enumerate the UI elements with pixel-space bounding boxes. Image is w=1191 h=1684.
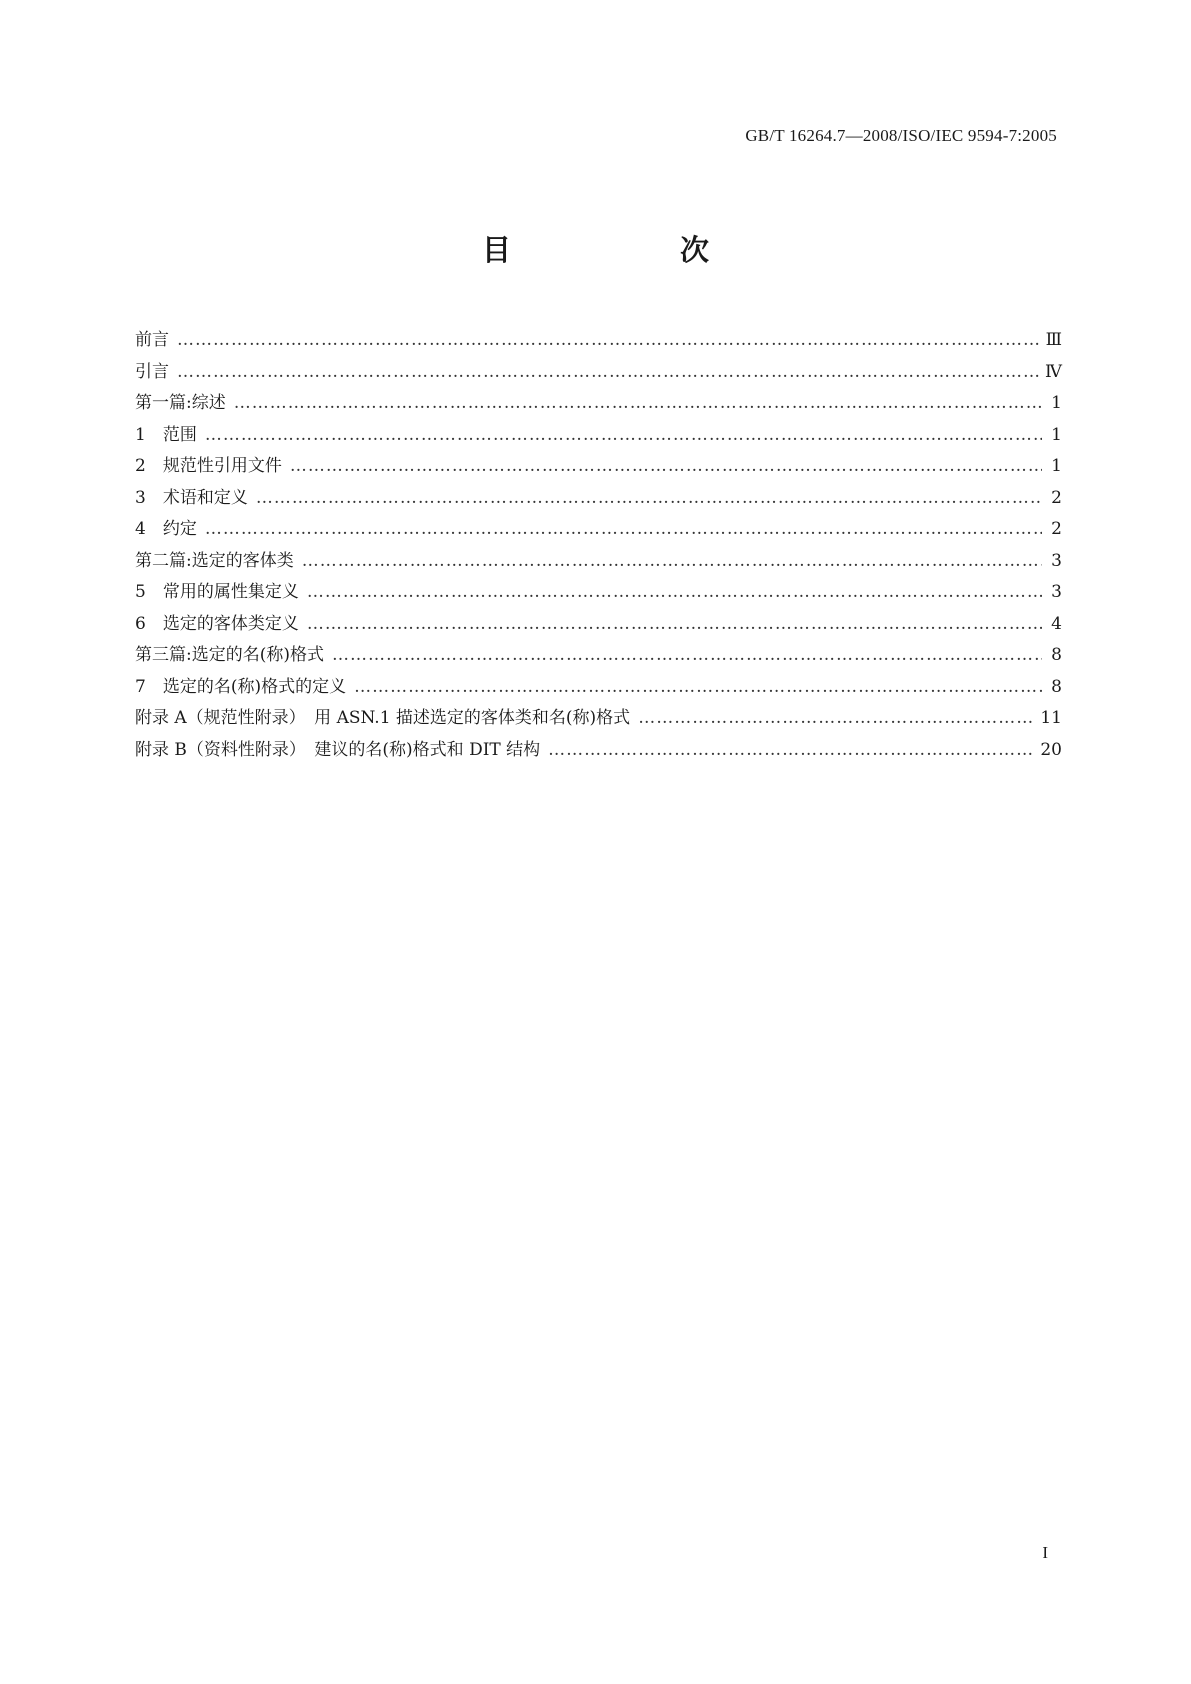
toc-entry-page: 3 [1051,582,1062,602]
toc-entry-page: 11 [1040,708,1062,728]
toc-entry-page: 4 [1051,613,1062,634]
dot-leader [307,582,1042,602]
dot-leader [205,425,1042,445]
toc-entry-page: 2 [1051,519,1062,539]
toc-entry-text: 1 范围 [135,424,197,445]
dot-leader [177,362,1039,382]
toc-entry-attribute-sets[interactable] [135,577,1062,609]
toc-entry-text: 5 常用的属性集定义 [135,582,299,602]
toc-entry-annex-a[interactable] [135,703,1062,735]
dot-leader [332,645,1042,665]
toc-entry-normative-references[interactable] [135,451,1062,483]
toc-entry-text: 6 选定的客体类定义 [135,613,299,634]
toc-entry-page: 3 [1051,550,1062,571]
dot-leader [290,456,1042,476]
toc-entry-part-1[interactable] [135,388,1062,420]
toc-entry-text: 前言 [135,330,169,350]
toc-entry-text: 4 约定 [135,519,197,539]
toc-entry-page: 2 [1051,487,1062,508]
toc-entry-part-2[interactable] [135,546,1062,578]
dot-leader [177,330,1040,350]
toc-entry-text: 附录 B（资料性附录） 建议的名(称)格式和 DIT 结构 [135,739,541,760]
standard-code: GB/T 16264.7—2008/ISO/IEC 9594-7:2005 [745,126,1057,145]
page-title: 目 次 [481,233,779,267]
toc-entry-scope[interactable] [135,420,1062,452]
toc-entry-page: Ⅳ [1045,361,1062,382]
dot-leader [638,708,1034,728]
toc-entry-text: 引言 [135,361,169,382]
toc-entry-text: 附录 A（规范性附录） 用 ASN.1 描述选定的客体类和名(称)格式 [135,708,631,728]
toc-entry-text: 第一篇:综述 [135,393,226,413]
toc-entry-text: 7 选定的名(称)格式的定义 [135,676,347,697]
toc-entry-page: 1 [1051,424,1062,445]
toc-entry-page: 8 [1051,676,1062,697]
toc-entry-text: 第三篇:选定的名(称)格式 [135,645,324,665]
dot-leader [548,740,1034,760]
toc-entry-text: 第二篇:选定的客体类 [135,550,294,571]
dot-leader [354,677,1042,697]
toc-entry-page: 1 [1051,393,1062,413]
toc-entry-page: 8 [1051,645,1062,665]
toc-entry-page: 20 [1040,739,1062,760]
dot-leader [302,551,1042,571]
toc-entry-page: Ⅲ [1045,330,1062,350]
toc-entry-conventions[interactable] [135,514,1062,546]
dot-leader [234,393,1042,413]
toc-entry-annex-b[interactable] [135,735,1062,767]
toc-entry-page: 1 [1051,456,1062,476]
toc-entry-part-3[interactable] [135,640,1062,672]
toc-entry-foreword[interactable] [135,325,1062,357]
dot-leader [205,519,1042,539]
table-of-contents [135,325,1062,766]
dot-leader [307,614,1042,634]
toc-entry-name-forms[interactable] [135,672,1062,704]
toc-entry-object-classes[interactable] [135,609,1062,641]
toc-entry-text: 3 术语和定义 [135,487,248,508]
dot-leader [256,488,1042,508]
toc-entry-introduction[interactable] [135,357,1062,389]
toc-entry-text: 2 规范性引用文件 [135,456,282,476]
page-number: I [1042,1543,1048,1562]
toc-entry-terms-definitions[interactable] [135,483,1062,515]
